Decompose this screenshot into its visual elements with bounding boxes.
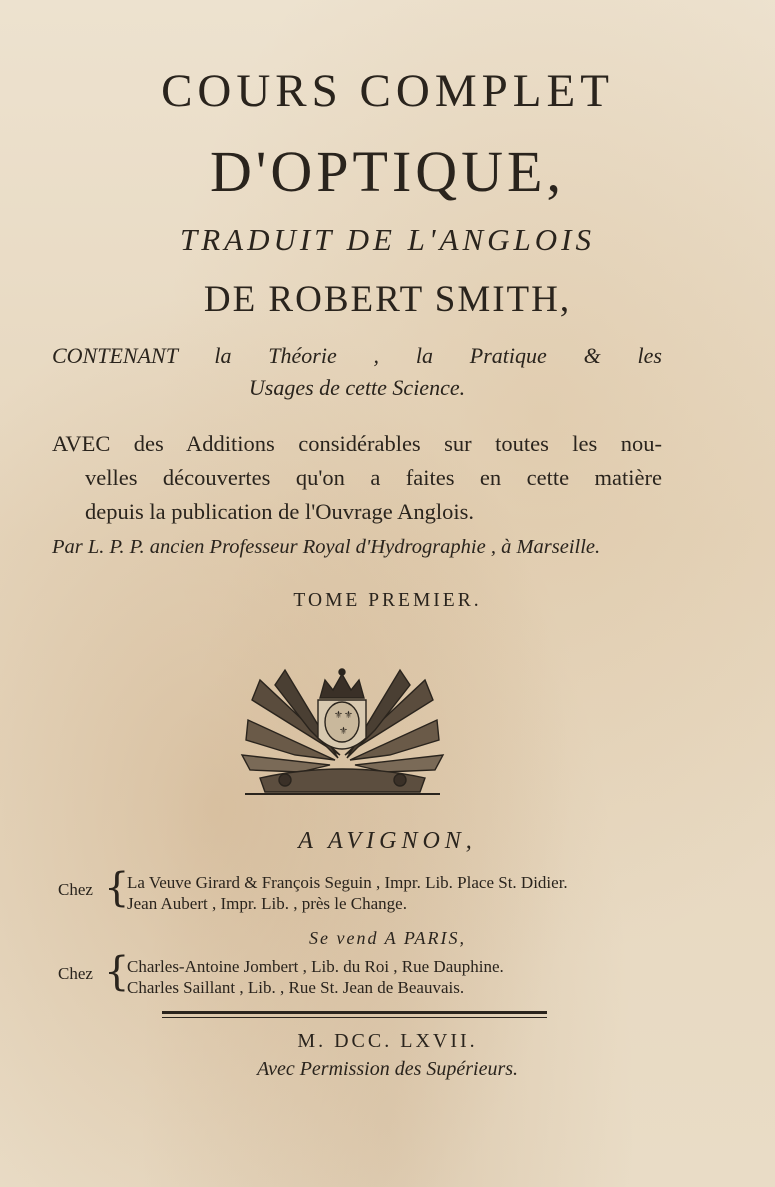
author-line: Par L. P. P. ancien Professeur Royal d'Hydrographie , à Marseille. (52, 536, 601, 558)
chez-label-1: Chez (58, 880, 93, 899)
date-line: M. DCC. LXVII. (297, 1030, 478, 1052)
printer-entry-1: La Veuve Girard & François Seguin , Impr. Lib. Place St. Didier. (127, 873, 568, 892)
additions-line-2: velles découvertes qu'on a faites en cette matière (85, 465, 662, 490)
additions-paragraph (52, 427, 662, 529)
bookseller-entry-2: Charles Saillant , Lib. , Rue St. Jean de Beauvais. (127, 978, 465, 997)
additions-line-3: depuis la publication de l'Ouvrage Anglois. (85, 499, 474, 524)
chez-label-2: Chez (58, 964, 93, 983)
divider-rule-thin (162, 1017, 547, 1018)
additions-line-1: AVEC des Additions considérables sur toutes les nou- (52, 431, 662, 456)
royal-arms-with-flags-icon (240, 660, 445, 800)
title-line-1: COURS COMPLET (161, 65, 614, 117)
brace-1: { (104, 865, 130, 911)
contents-paragraph (52, 340, 662, 404)
volume-line: TOME PREMIER. (293, 590, 482, 611)
title-line-3: TRADUIT DE L'ANGLOIS (179, 222, 596, 257)
city-line: A AVIGNON, (298, 828, 477, 854)
svg-text:⚜: ⚜ (334, 710, 343, 721)
contents-line-1: CONTENANT la Théorie , la Pratique & les (52, 343, 662, 368)
contents-line-2: Usages de cette Science. (248, 375, 466, 400)
bookseller-entry-1: Charles-Antoine Jombert , Lib. du Roi , Rue Dauphine. (127, 957, 504, 976)
brace-2: { (104, 949, 130, 995)
permission-line: Avec Permission des Supérieurs. (256, 1058, 519, 1080)
svg-text:⚜: ⚜ (344, 710, 353, 721)
sold-in-paris-line: Se vend A PARIS, (309, 928, 466, 948)
title-line-4: DE ROBERT SMITH, (203, 279, 572, 320)
svg-text:⚜: ⚜ (339, 726, 348, 737)
title-line-2: D'OPTIQUE, (210, 139, 565, 204)
divider-rule-thick (162, 1011, 547, 1014)
printer-entry-2: Jean Aubert , Impr. Lib. , près le Change. (127, 894, 407, 913)
